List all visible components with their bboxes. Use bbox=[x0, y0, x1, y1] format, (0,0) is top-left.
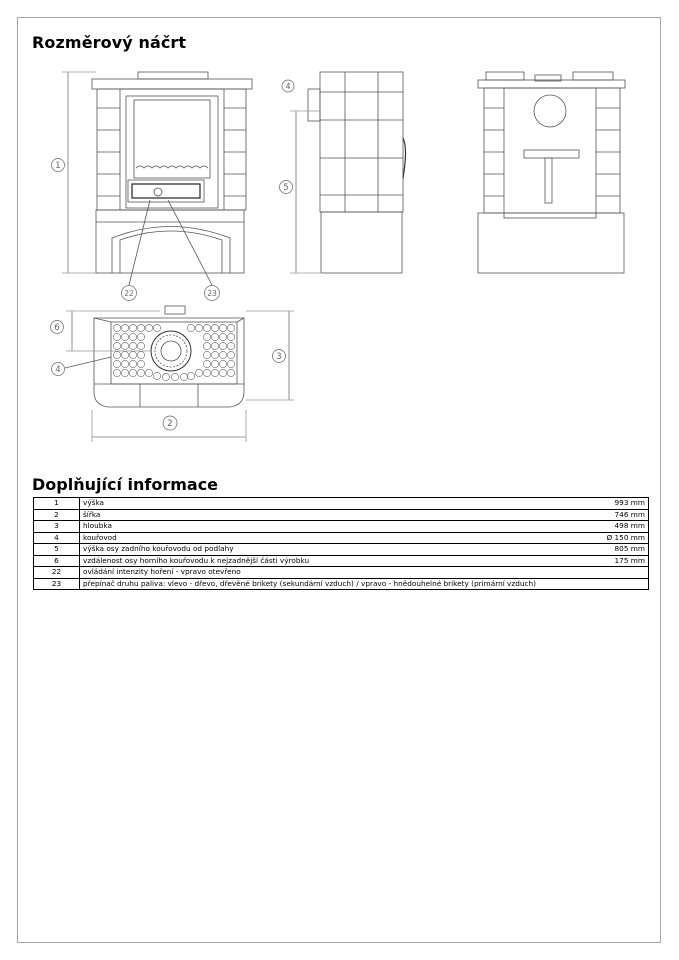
table-row bbox=[34, 498, 649, 510]
callout-22-label: 22 bbox=[124, 289, 134, 298]
row-value: Ø 150 mm bbox=[562, 532, 649, 544]
row-description: přepínač druhu paliva: vlevo - dřevo, dřevěné brikety (sekundární vzduch) / vpravo - hnědouhelné brikety (primární vzduch) bbox=[80, 578, 563, 590]
top-view bbox=[65, 306, 294, 442]
info-table bbox=[33, 497, 649, 590]
info-heading: Doplňující informace bbox=[32, 475, 219, 494]
row-description: výška osy zadního kouřovodu od podlahy bbox=[80, 544, 563, 556]
side-view bbox=[290, 72, 406, 273]
back-view bbox=[478, 72, 625, 273]
dimension-sketch bbox=[0, 0, 679, 470]
row-number: 23 bbox=[34, 578, 80, 590]
row-number: 2 bbox=[34, 509, 80, 521]
table-row bbox=[34, 509, 649, 521]
row-description: hloubka bbox=[80, 521, 563, 533]
callout-3-label: 3 bbox=[276, 352, 282, 362]
callout-2-label: 2 bbox=[167, 419, 173, 429]
row-number: 22 bbox=[34, 567, 80, 579]
row-number: 6 bbox=[34, 555, 80, 567]
callout-6-label: 6 bbox=[54, 323, 60, 333]
row-number: 3 bbox=[34, 521, 80, 533]
row-value: 746 mm bbox=[562, 509, 649, 521]
callout-5-label: 5 bbox=[283, 183, 289, 193]
row-value bbox=[562, 578, 649, 590]
callout-1-label: 1 bbox=[55, 161, 61, 171]
table-row bbox=[34, 521, 649, 533]
row-description: vzdálenost osy horního kouřovodu k nejzadnější části výrobku bbox=[80, 555, 563, 567]
table-row bbox=[34, 532, 649, 544]
row-value bbox=[562, 567, 649, 579]
table-row bbox=[34, 567, 649, 579]
row-description: kouřovod bbox=[80, 532, 563, 544]
row-value: 498 mm bbox=[562, 521, 649, 533]
row-number: 5 bbox=[34, 544, 80, 556]
table-row bbox=[34, 555, 649, 567]
table-row bbox=[34, 544, 649, 556]
row-value: 805 mm bbox=[562, 544, 649, 556]
row-description: ovládání intenzity hoření - vpravo otevřeno bbox=[80, 567, 563, 579]
row-value: 175 mm bbox=[562, 555, 649, 567]
row-description: šířka bbox=[80, 509, 563, 521]
row-value: 993 mm bbox=[562, 498, 649, 510]
row-description: výška bbox=[80, 498, 563, 510]
row-number: 4 bbox=[34, 532, 80, 544]
table-row bbox=[34, 578, 649, 590]
callout-23-label: 23 bbox=[207, 289, 217, 298]
sketch-heading: Rozměrový náčrt bbox=[32, 33, 187, 52]
front-view bbox=[62, 72, 252, 285]
callout-4-top-label: 4 bbox=[55, 365, 61, 375]
row-number: 1 bbox=[34, 498, 80, 510]
callout-4-side-label: 4 bbox=[285, 82, 291, 91]
